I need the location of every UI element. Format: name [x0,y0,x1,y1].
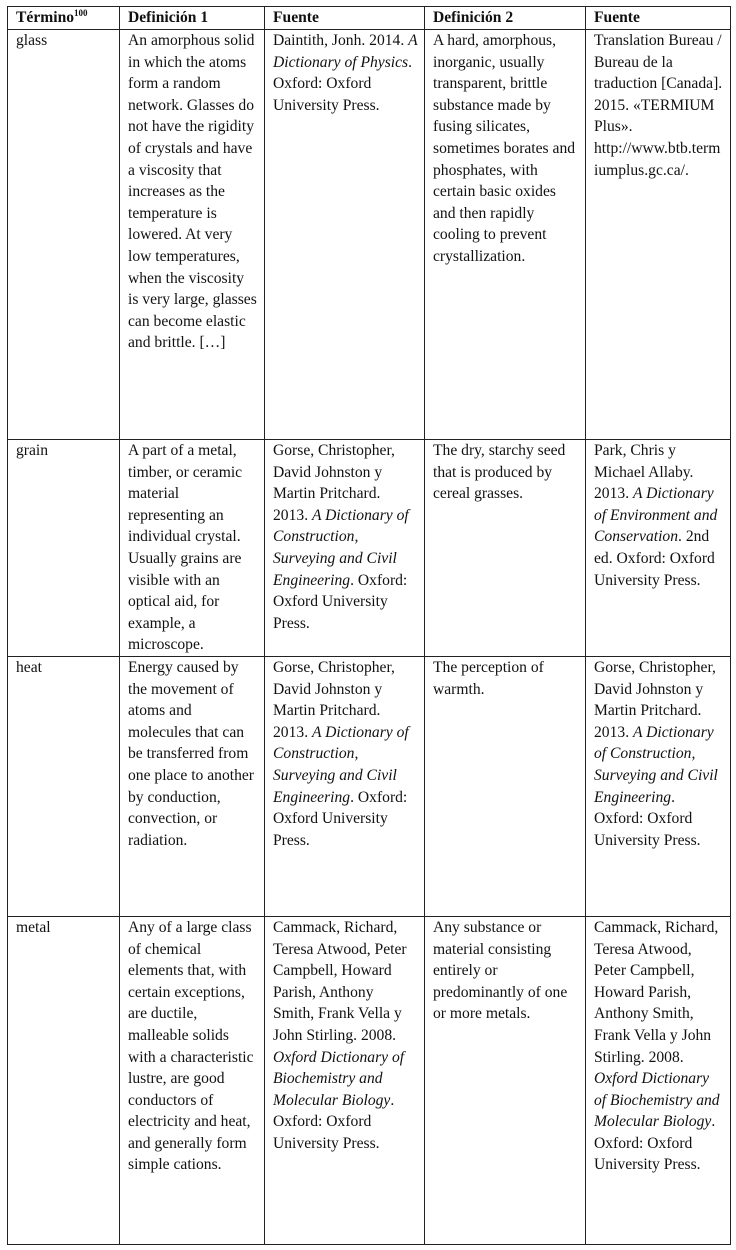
term-cell: grain [8,440,120,657]
header-definition-2: Definición 2 [425,7,586,30]
source-title: A Dictionary of Construction, Surveying and Civil Engineering [594,723,718,806]
definition-2-cell: Any substance or material consisting entirely or predominantly of one or more metals. [425,916,586,1244]
term-cell: glass [8,30,120,440]
footnote-marker: 100 [74,7,88,18]
header-term-label: Término [16,9,75,26]
source-title: A Dictionary of Construction, Surveying and Civil Engineering [273,723,409,806]
definition-1-cell: A part of a metal, timber, or ceramic material representing an individual crystal. Usually grains are visible with an optical aid, for example, a microscope. [120,440,265,657]
terminology-table [7,6,731,1245]
source-1-cell: Gorse, Christopher, David Johnston y Martin Pritchard. 2013. A Dictionary of Construction, Surveying and Civil Engineering. Oxford: Oxford University Press. [265,440,425,657]
definition-1-cell: Energy caused by the movement of atoms and molecules that can be transferred from one place to another by conduction, convection, or radiation. [120,656,265,916]
source-1-cell: Gorse, Christopher, David Johnston y Martin Pritchard. 2013. A Dictionary of Construction, Surveying and Civil Engineering. Oxford: Oxford University Press. [265,656,425,916]
source-title: Oxford Dictionary of Biochemistry and Molecular Biology [273,1048,405,1109]
header-row [8,7,731,30]
term-cell: heat [8,656,120,916]
source-2-cell: Cammack, Richard, Teresa Atwood, Peter Campbell, Howard Parish, Anthony Smith, Frank Vella y John Stirling. 2008. Oxford Dictionary of Biochemistry and Molecular Biology. Oxford: Oxford University Press. [586,916,731,1244]
definition-2-cell: The dry, starchy seed that is produced by cereal grasses. [425,440,586,657]
table-row [8,440,731,657]
source-1-cell: Cammack, Richard, Teresa Atwood, Peter Campbell, Howard Parish, Anthony Smith, Frank Vella y John Stirling. 2008. Oxford Dictionary of Biochemistry and Molecular Biology. Oxford: Oxford University Press. [265,916,425,1244]
source-title: A Dictionary of Construction, Surveying and Civil Engineering [273,506,409,589]
source-2-cell: Gorse, Christopher, David Johnston y Martin Pritchard. 2013. A Dictionary of Construction, Surveying and Civil Engineering. Oxford: Oxford University Press. [586,656,731,916]
table-row [8,916,731,1244]
table-row [8,656,731,916]
table-row [8,30,731,440]
source-2-cell: Translation Bureau / Bureau de la traduction [Canada]. 2015. «TERMIUM Plus». http://www.btb.termiumplus.gc.ca/. [586,30,731,440]
definition-2-cell: The perception of warmth. [425,656,586,916]
header-definition-1: Definición 1 [120,7,265,30]
source-1-cell: Daintith, Jonh. 2014. A Dictionary of Physics. Oxford: Oxford University Press. [265,30,425,440]
definition-1-cell: An amorphous solid in which the atoms form a random network. Glasses do not have the rigidity of crystals and have a viscosity that increases as the temperature is lowered. At very low temperatures, when the viscosity is very large, glasses can become elastic and brittle. […] [120,30,265,440]
source-title: Oxford Dictionary of Biochemistry and Molecular Biology [594,1070,720,1131]
source-title: A Dictionary of Physics [273,32,418,71]
header-source-2: Fuente [586,7,731,30]
table-header [8,7,731,30]
term-cell: metal [8,916,120,1244]
header-source-1: Fuente [265,7,425,30]
source-title: A Dictionary of Environment and Conservation [594,485,718,546]
definition-1-cell: Any of a large class of chemical elements that, with certain exceptions, are ductile, malleable solids with a characteristic lustre, are good conductors of electricity and heat, and generally form simple cations. [120,916,265,1244]
header-term [8,7,120,30]
source-2-cell: Park, Chris y Michael Allaby. 2013. A Dictionary of Environment and Conservation. 2nd ed. Oxford: Oxford University Press. [586,440,731,657]
definition-2-cell: A hard, amorphous, inorganic, usually transparent, brittle substance made by fusing silicates, sometimes borates and phosphates, with certain basic oxides and then rapidly cooling to prevent crystallization. [425,30,586,440]
